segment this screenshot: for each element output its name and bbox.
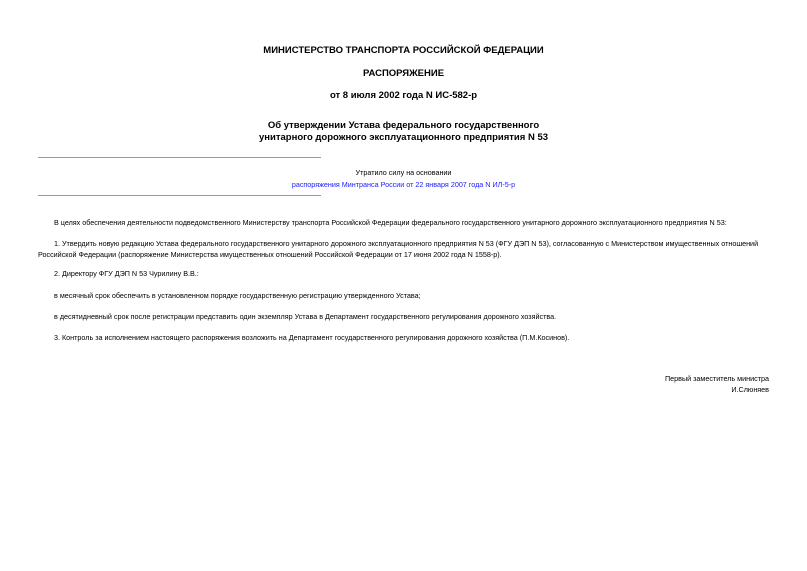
document-title-line-1: Об утверждении Устава федерального государственного — [267, 120, 540, 131]
item-1-paragraph: 1. Утвердить новую редакцию Устава федерального государственного унитарного дорожного эксплуатационного предприятия N 53 (ФГУ ДЭП N 53), согласованную с Министерством имущественных отношений Российской Федерации (распоряжение Министерства имущественных отношений Российской Федерации от 17 июня 2002 года N 1558-р). — [38, 239, 759, 259]
document-title-line-2: унитарного дорожного эксплуатационного предприятия N 53 — [258, 132, 549, 143]
item-3-paragraph: 3. Контроль за исполнением настоящего распоряжения возложить на Департамент государственного регулирования дорожного хозяйства (П.М.Косинов). — [54, 333, 570, 342]
divider-top — [38, 157, 321, 158]
signatory-position: Первый заместитель министра — [664, 374, 769, 383]
divider-bottom — [38, 195, 321, 196]
status-note-link-wrapper — [260, 179, 547, 191]
repeal-order-link[interactable]: распоряжения Минтранса России от 22 января 2007 года N ИЛ-5-р — [291, 180, 516, 189]
ministry-heading: МИНИСТЕРСТВО ТРАНСПОРТА РОССИЙСКОЙ ФЕДЕРАЦИИ — [263, 45, 544, 56]
document-date-number: от 8 июля 2002 года N ИС-582-р — [329, 90, 478, 101]
item-2b-paragraph: в десятидневный срок после регистрации представить один экземпляр Устава в Департамент государственного регулирования дорожного хозяйства. — [54, 312, 557, 321]
status-note-text: Утратило силу на основании — [355, 168, 452, 177]
document-type-heading: РАСПОРЯЖЕНИЕ — [362, 68, 445, 79]
preamble-paragraph: В целях обеспечения деятельности подведомственного Министерству транспорта Российской Федерации федерального государственного унитарного дорожного эксплуатационного предприятия N 53: — [54, 218, 727, 227]
item-2-paragraph: 2. Директору ФГУ ДЭП N 53 Чурилину В.В.: — [54, 269, 199, 278]
signatory-name: И.Слюняев — [731, 385, 769, 394]
item-2a-paragraph: в месячный срок обеспечить в установленном порядке государственную регистрацию утвержденного Устава; — [54, 291, 421, 300]
